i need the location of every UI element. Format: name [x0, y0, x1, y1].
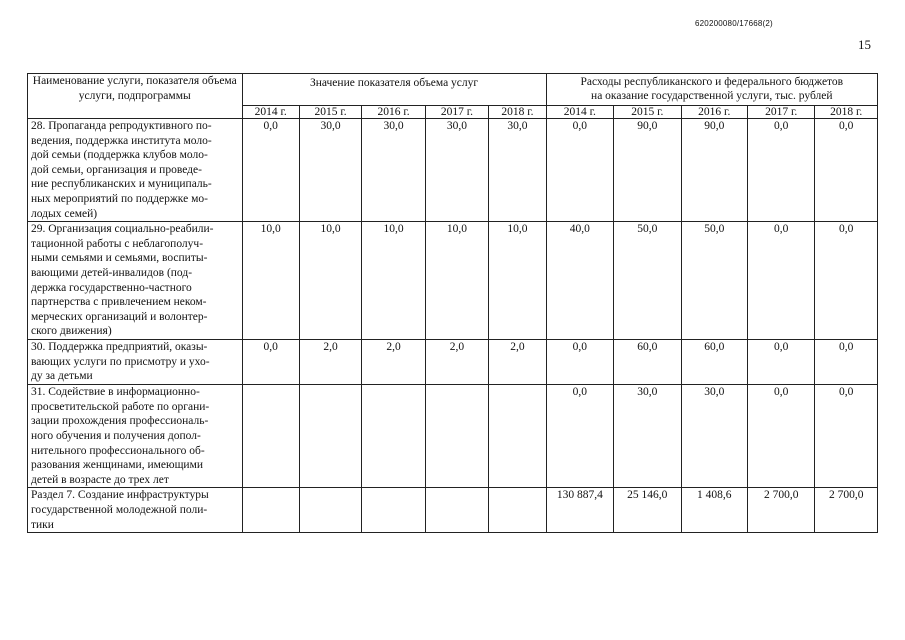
table-row — [28, 488, 878, 533]
volume-cell: 10,0 — [299, 222, 361, 340]
row-name-cell — [28, 222, 243, 340]
expenses-cell: 25 146,0 — [614, 488, 681, 533]
expenses-cell: 90,0 — [614, 119, 681, 222]
expenses-cell: 30,0 — [681, 385, 747, 488]
volume-cell: 0,0 — [242, 340, 299, 385]
row-name-line: 29. Организация социально-реабили- — [31, 223, 214, 236]
row-name-line: тационной работы с неблагополуч- — [31, 237, 204, 250]
document-code: 620200080/17668(2) — [695, 19, 773, 28]
volume-cell: 2,0 — [362, 340, 425, 385]
volume-cell — [425, 488, 488, 533]
volume-cell: 30,0 — [425, 119, 488, 222]
row-name-line: дой семьи (поддержка клубов моло- — [31, 149, 208, 162]
year-header-volume-4: 2018 г. — [489, 106, 546, 119]
expenses-cell: 40,0 — [546, 222, 613, 340]
row-name-line: ными семьями и семьями, воспиты- — [31, 252, 208, 265]
row-name-cell — [28, 385, 243, 488]
row-name-line: ду за детьми — [31, 370, 93, 383]
row-name-line: Раздел 7. Создание инфраструктуры — [31, 489, 209, 502]
year-header-expenses-0: 2014 г. — [546, 106, 613, 119]
row-name-line: зации прохождения профессиональ- — [31, 415, 209, 428]
volume-cell: 10,0 — [425, 222, 488, 340]
row-name-line: ных мероприятий по поддержке мо- — [31, 192, 208, 205]
volume-cell: 10,0 — [489, 222, 546, 340]
volume-cell: 2,0 — [489, 340, 546, 385]
row-name-line: 28. Пропаганда репродуктивного по- — [31, 120, 212, 132]
expenses-cell: 0,0 — [815, 119, 878, 222]
row-name-line: держка государственно-частного — [31, 281, 192, 294]
row-name-line: тики — [31, 518, 54, 531]
row-name-line: дой семьи, организация и проведе- — [31, 163, 202, 176]
expenses-cell: 50,0 — [614, 222, 681, 340]
volume-cell — [425, 385, 488, 488]
row-name-line: ведения, поддержка института моло- — [31, 134, 212, 147]
row-name-cell — [28, 119, 243, 222]
table-row — [28, 222, 878, 340]
expenses-cell: 1 408,6 — [681, 488, 747, 533]
row-name-line: ние республиканских и муниципаль- — [31, 178, 212, 191]
year-header-expenses-3: 2017 г. — [747, 106, 814, 119]
volume-cell — [299, 488, 361, 533]
volume-cell: 30,0 — [489, 119, 546, 222]
row-name-line: вающими детей-инвалидов (под- — [31, 266, 193, 279]
expenses-cell: 130 887,4 — [546, 488, 613, 533]
expenses-cell: 0,0 — [747, 222, 814, 340]
expenses-cell: 50,0 — [681, 222, 747, 340]
expenses-cell: 60,0 — [614, 340, 681, 385]
expenses-header-line-2: на оказание государственной услуги, тыс. рублей — [591, 90, 833, 102]
expenses-cell: 0,0 — [815, 340, 878, 385]
expenses-cell: 2 700,0 — [747, 488, 814, 533]
expenses-cell: 0,0 — [546, 119, 613, 222]
column-header-name: Наименование услуги, показателя объема услуги, подпрограммы — [28, 74, 243, 119]
expenses-cell: 0,0 — [815, 385, 878, 488]
expenses-cell: 2 700,0 — [815, 488, 878, 533]
volume-cell — [299, 385, 361, 488]
row-name-line: детей в возрасте до трех лет — [31, 473, 169, 486]
column-group-header-volume: Значение показателя объема услуг — [242, 74, 546, 106]
row-name-line: 30. Поддержка предприятий, оказы- — [31, 341, 208, 354]
expenses-cell: 0,0 — [747, 119, 814, 222]
volume-cell: 0,0 — [242, 119, 299, 222]
year-header-volume-0: 2014 г. — [242, 106, 299, 119]
volume-cell — [242, 488, 299, 533]
row-name-cell — [28, 488, 243, 533]
expenses-cell: 0,0 — [815, 222, 878, 340]
row-name-line: государственной молодежной поли- — [31, 503, 208, 516]
row-name-line: вающих услуги по присмотру и ухо- — [31, 355, 210, 368]
row-name-line: лодых семей) — [31, 207, 98, 220]
expenses-cell: 90,0 — [681, 119, 747, 222]
volume-cell — [489, 385, 546, 488]
table-row — [28, 340, 878, 385]
volume-cell — [489, 488, 546, 533]
row-name-line: 31. Содействие в информационно- — [31, 386, 200, 399]
row-name-cell — [28, 340, 243, 385]
row-name-line: ного обучения и получения допол- — [31, 429, 201, 442]
volume-cell: 30,0 — [299, 119, 361, 222]
row-name-line: мерческих организаций и волонтер- — [31, 310, 208, 323]
volume-cell — [362, 488, 425, 533]
volume-cell: 2,0 — [425, 340, 488, 385]
year-header-expenses-1: 2015 г. — [614, 106, 681, 119]
row-name-line: ского движения) — [31, 325, 112, 338]
year-header-volume-1: 2015 г. — [299, 106, 361, 119]
row-name-line: партнерства с привлечением неком- — [31, 296, 207, 309]
volume-cell: 10,0 — [362, 222, 425, 340]
year-header-expenses-2: 2016 г. — [681, 106, 747, 119]
year-header-expenses-4: 2018 г. — [815, 106, 878, 119]
volume-cell: 2,0 — [299, 340, 361, 385]
volume-cell: 30,0 — [362, 119, 425, 222]
services-table — [27, 73, 878, 533]
table-row — [28, 119, 878, 222]
volume-cell — [242, 385, 299, 488]
row-name-line: просветительской работе по органи- — [31, 400, 210, 413]
expenses-header-line-1: Расходы республиканского и федерального бюджетов — [580, 76, 844, 88]
row-name-line: разования женщинами, имеющими — [31, 459, 204, 472]
column-group-header-expenses — [546, 74, 877, 106]
expenses-cell: 0,0 — [546, 385, 613, 488]
expenses-cell: 30,0 — [614, 385, 681, 488]
year-header-volume-3: 2017 г. — [425, 106, 488, 119]
volume-cell: 10,0 — [242, 222, 299, 340]
table-row — [28, 385, 878, 488]
expenses-cell: 60,0 — [681, 340, 747, 385]
page-number: 15 — [858, 37, 871, 52]
expenses-cell: 0,0 — [747, 385, 814, 488]
row-name-line: нительного профессионального об- — [31, 444, 205, 457]
volume-cell — [362, 385, 425, 488]
expenses-cell: 0,0 — [747, 340, 814, 385]
expenses-cell: 0,0 — [546, 340, 613, 385]
year-header-volume-2: 2016 г. — [362, 106, 425, 119]
